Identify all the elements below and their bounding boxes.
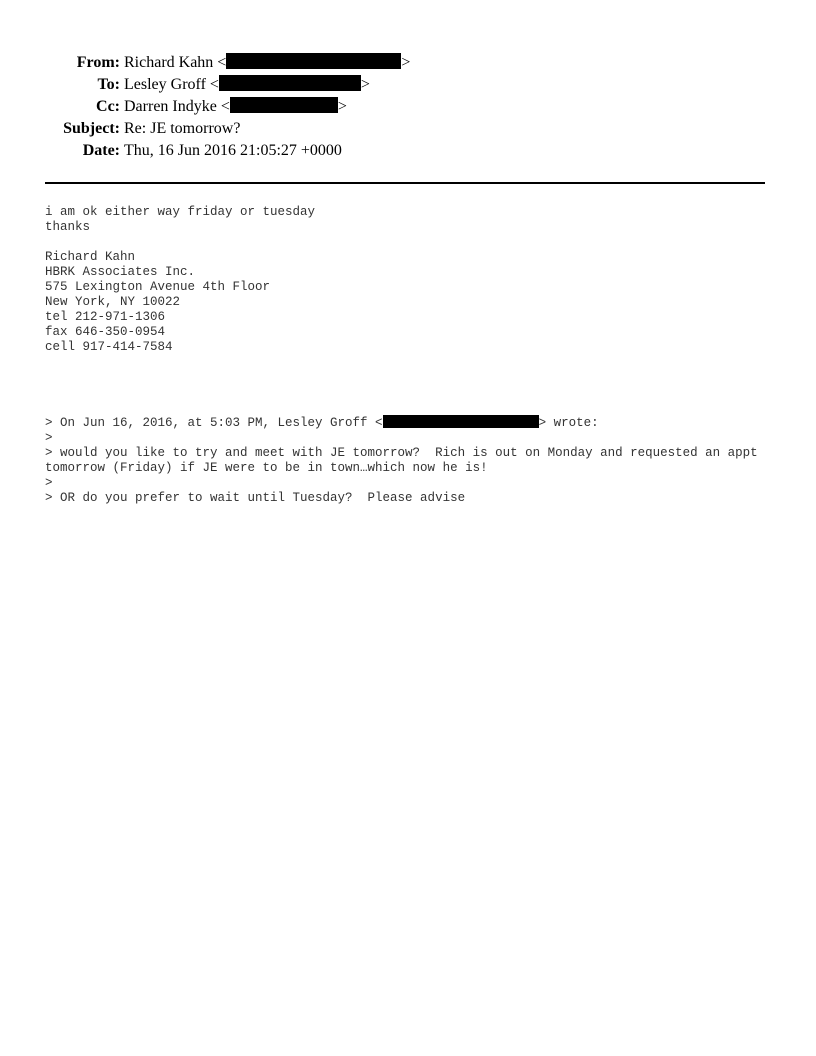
- to-label: To:: [97, 76, 120, 93]
- email-body: [45, 205, 770, 506]
- redaction-box: [230, 97, 338, 113]
- blank-line: [45, 385, 770, 400]
- blank-line: [45, 370, 770, 385]
- subject-label: Subject:: [63, 120, 120, 137]
- redaction-box: [226, 53, 401, 69]
- close-bracket: >: [401, 54, 411, 71]
- signature-cell: cell 917-414-7584: [45, 340, 173, 354]
- cc-name: Darren Indyke <: [124, 98, 230, 115]
- redaction-box: [383, 415, 539, 428]
- close-bracket: >: [337, 98, 347, 115]
- signature-fax: fax 646-350-0954: [45, 325, 166, 339]
- signature-name: Richard Kahn: [45, 250, 136, 264]
- redaction-box: [219, 75, 361, 91]
- body-line: i am ok either way friday or tuesday: [45, 205, 316, 219]
- to-value: [124, 74, 370, 96]
- quoted-intro-suffix: > wrote:: [538, 416, 599, 430]
- from-value: [124, 52, 410, 74]
- quoted-blank: >: [45, 431, 53, 445]
- signature-city: New York, NY 10022: [45, 295, 181, 309]
- cc-label: Cc:: [96, 98, 120, 115]
- blank-line: [45, 355, 770, 370]
- quoted-intro: [45, 415, 770, 431]
- quoted-intro-prefix: > On Jun 16, 2016, at 5:03 PM, Lesley Groff <: [45, 416, 383, 430]
- quoted-blank: >: [45, 476, 53, 490]
- quoted-line: > would you like to try and meet with JE tomorrow? Rich is out on Monday and requested an appt tomorrow (Friday) if JE were to be in town…which now he is!: [45, 446, 766, 475]
- blank-line: [45, 235, 770, 250]
- from-name: Richard Kahn <: [124, 54, 227, 71]
- to-name: Lesley Groff <: [124, 76, 219, 93]
- blank-line: [45, 400, 770, 415]
- header-divider: [45, 182, 765, 184]
- close-bracket: >: [360, 76, 370, 93]
- subject-value: Re: JE tomorrow?: [124, 120, 241, 137]
- date-value: Thu, 16 Jun 2016 21:05:27 +0000: [124, 142, 342, 159]
- cc-value: [124, 96, 347, 118]
- date-label: Date:: [82, 142, 120, 159]
- from-label: From:: [76, 54, 120, 71]
- signature-company: HBRK Associates Inc.: [45, 265, 196, 279]
- signature-address: 575 Lexington Avenue 4th Floor: [45, 280, 271, 294]
- quoted-line: > OR do you prefer to wait until Tuesday? Please advise: [45, 491, 466, 505]
- signature-tel: tel 212-971-1306: [45, 310, 166, 324]
- body-line: thanks: [45, 220, 91, 234]
